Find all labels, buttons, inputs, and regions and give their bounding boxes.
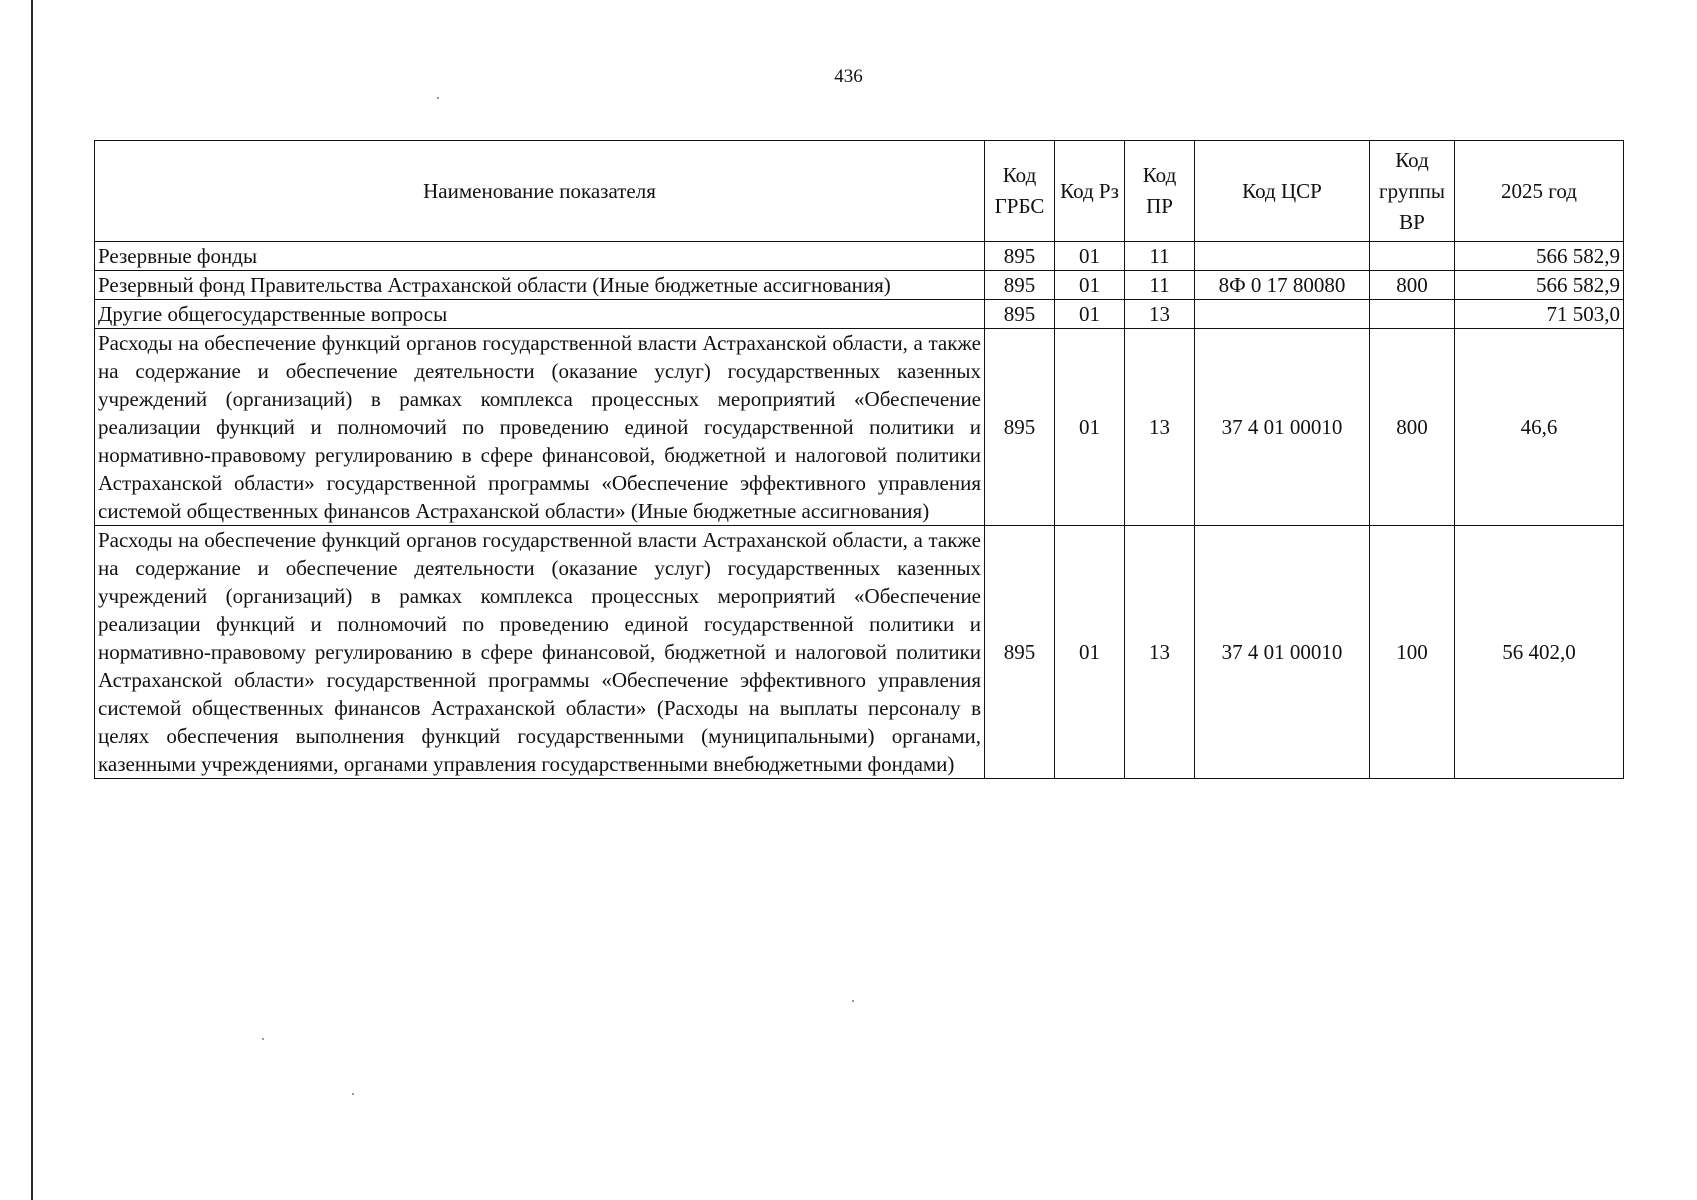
row-rz: 01: [1055, 271, 1125, 300]
row-rz: 01: [1055, 329, 1125, 526]
row-rz: 01: [1055, 242, 1125, 271]
row-pr: 11: [1125, 242, 1195, 271]
header-year: 2025 год: [1455, 141, 1624, 242]
row-pr: 11: [1125, 271, 1195, 300]
row-amount: 71 503,0: [1455, 300, 1624, 329]
row-csr: 37 4 01 00010: [1195, 526, 1370, 779]
row-vr: 100: [1370, 526, 1455, 779]
row-csr: 37 4 01 00010: [1195, 329, 1370, 526]
scan-speck: [352, 1093, 354, 1095]
row-csr: [1195, 300, 1370, 329]
row-vr: 800: [1370, 271, 1455, 300]
row-name: Резервный фонд Правительства Астраханской области (Иные бюджетные ассигнования): [95, 271, 985, 300]
row-name: Резервные фонды: [95, 242, 985, 271]
scan-speck: [852, 1000, 854, 1002]
header-vr: Код группы ВР: [1370, 141, 1455, 242]
row-amount: 56 402,0: [1455, 526, 1624, 779]
row-vr: [1370, 300, 1455, 329]
table-row: [95, 300, 1624, 329]
row-grbs: 895: [985, 329, 1055, 526]
header-grbs: Код ГРБС: [985, 141, 1055, 242]
table-row: [95, 526, 1624, 779]
row-rz: 01: [1055, 300, 1125, 329]
budget-table: [94, 140, 1624, 779]
row-name: Другие общегосударственные вопросы: [95, 300, 985, 329]
row-grbs: 895: [985, 526, 1055, 779]
page-number: 436: [834, 66, 863, 87]
row-pr: 13: [1125, 526, 1195, 779]
row-name: Расходы на обеспечение функций органов государственной власти Астраханской области, а также на содержание и обеспечение деятельности (оказание услуг) государственных казенных учреждений (организаций) в рамках комплекса процессных мероприятий «Обеспечение реализации функций и полномочий по проведению единой государственной политики и нормативно-правовому регулированию в сфере финансовой, бюджетной и налоговой политики Астраханской области» государственной программы «Обеспечение эффективного управления системой общественных финансов Астраханской области» (Иные бюджетные ассигнования): [95, 329, 985, 526]
scan-speck: [262, 1038, 264, 1040]
row-grbs: 895: [985, 300, 1055, 329]
row-csr: [1195, 242, 1370, 271]
table-header-row: [95, 141, 1624, 242]
row-name: Расходы на обеспечение функций органов государственной власти Астраханской области, а также на содержание и обеспечение деятельности (оказание услуг) государственных казенных учреждений (организаций) в рамках комплекса процессных мероприятий «Обеспечение реализации функций и полномочий по проведению единой государственной политики и нормативно-правовому регулированию в сфере финансовой, бюджетной и налоговой политики Астраханской области» государственной программы «Обеспечение эффективного управления системой общественных финансов Астраханской области» (Расходы на выплаты персоналу в целях обеспечения выполнения функций государственными (муниципальными) органами, казенными учреждениями, органами управления государственными внебюджетными фондами): [95, 526, 985, 779]
row-pr: 13: [1125, 329, 1195, 526]
table-row: [95, 271, 1624, 300]
row-amount: 566 582,9: [1455, 271, 1624, 300]
row-amount: 46,6: [1455, 329, 1624, 526]
header-name: Наименование показателя: [95, 141, 985, 242]
table-row: [95, 329, 1624, 526]
row-rz: 01: [1055, 526, 1125, 779]
row-csr: 8Ф 0 17 80080: [1195, 271, 1370, 300]
scan-speck: [437, 97, 439, 99]
row-vr: 800: [1370, 329, 1455, 526]
header-pr: Код ПР: [1125, 141, 1195, 242]
row-grbs: 895: [985, 271, 1055, 300]
scan-edge-line: [31, 0, 33, 1200]
table-row: [95, 242, 1624, 271]
header-csr: Код ЦСР: [1195, 141, 1370, 242]
row-grbs: 895: [985, 242, 1055, 271]
row-vr: [1370, 242, 1455, 271]
header-rz: Код Рз: [1055, 141, 1125, 242]
row-amount: 566 582,9: [1455, 242, 1624, 271]
row-pr: 13: [1125, 300, 1195, 329]
